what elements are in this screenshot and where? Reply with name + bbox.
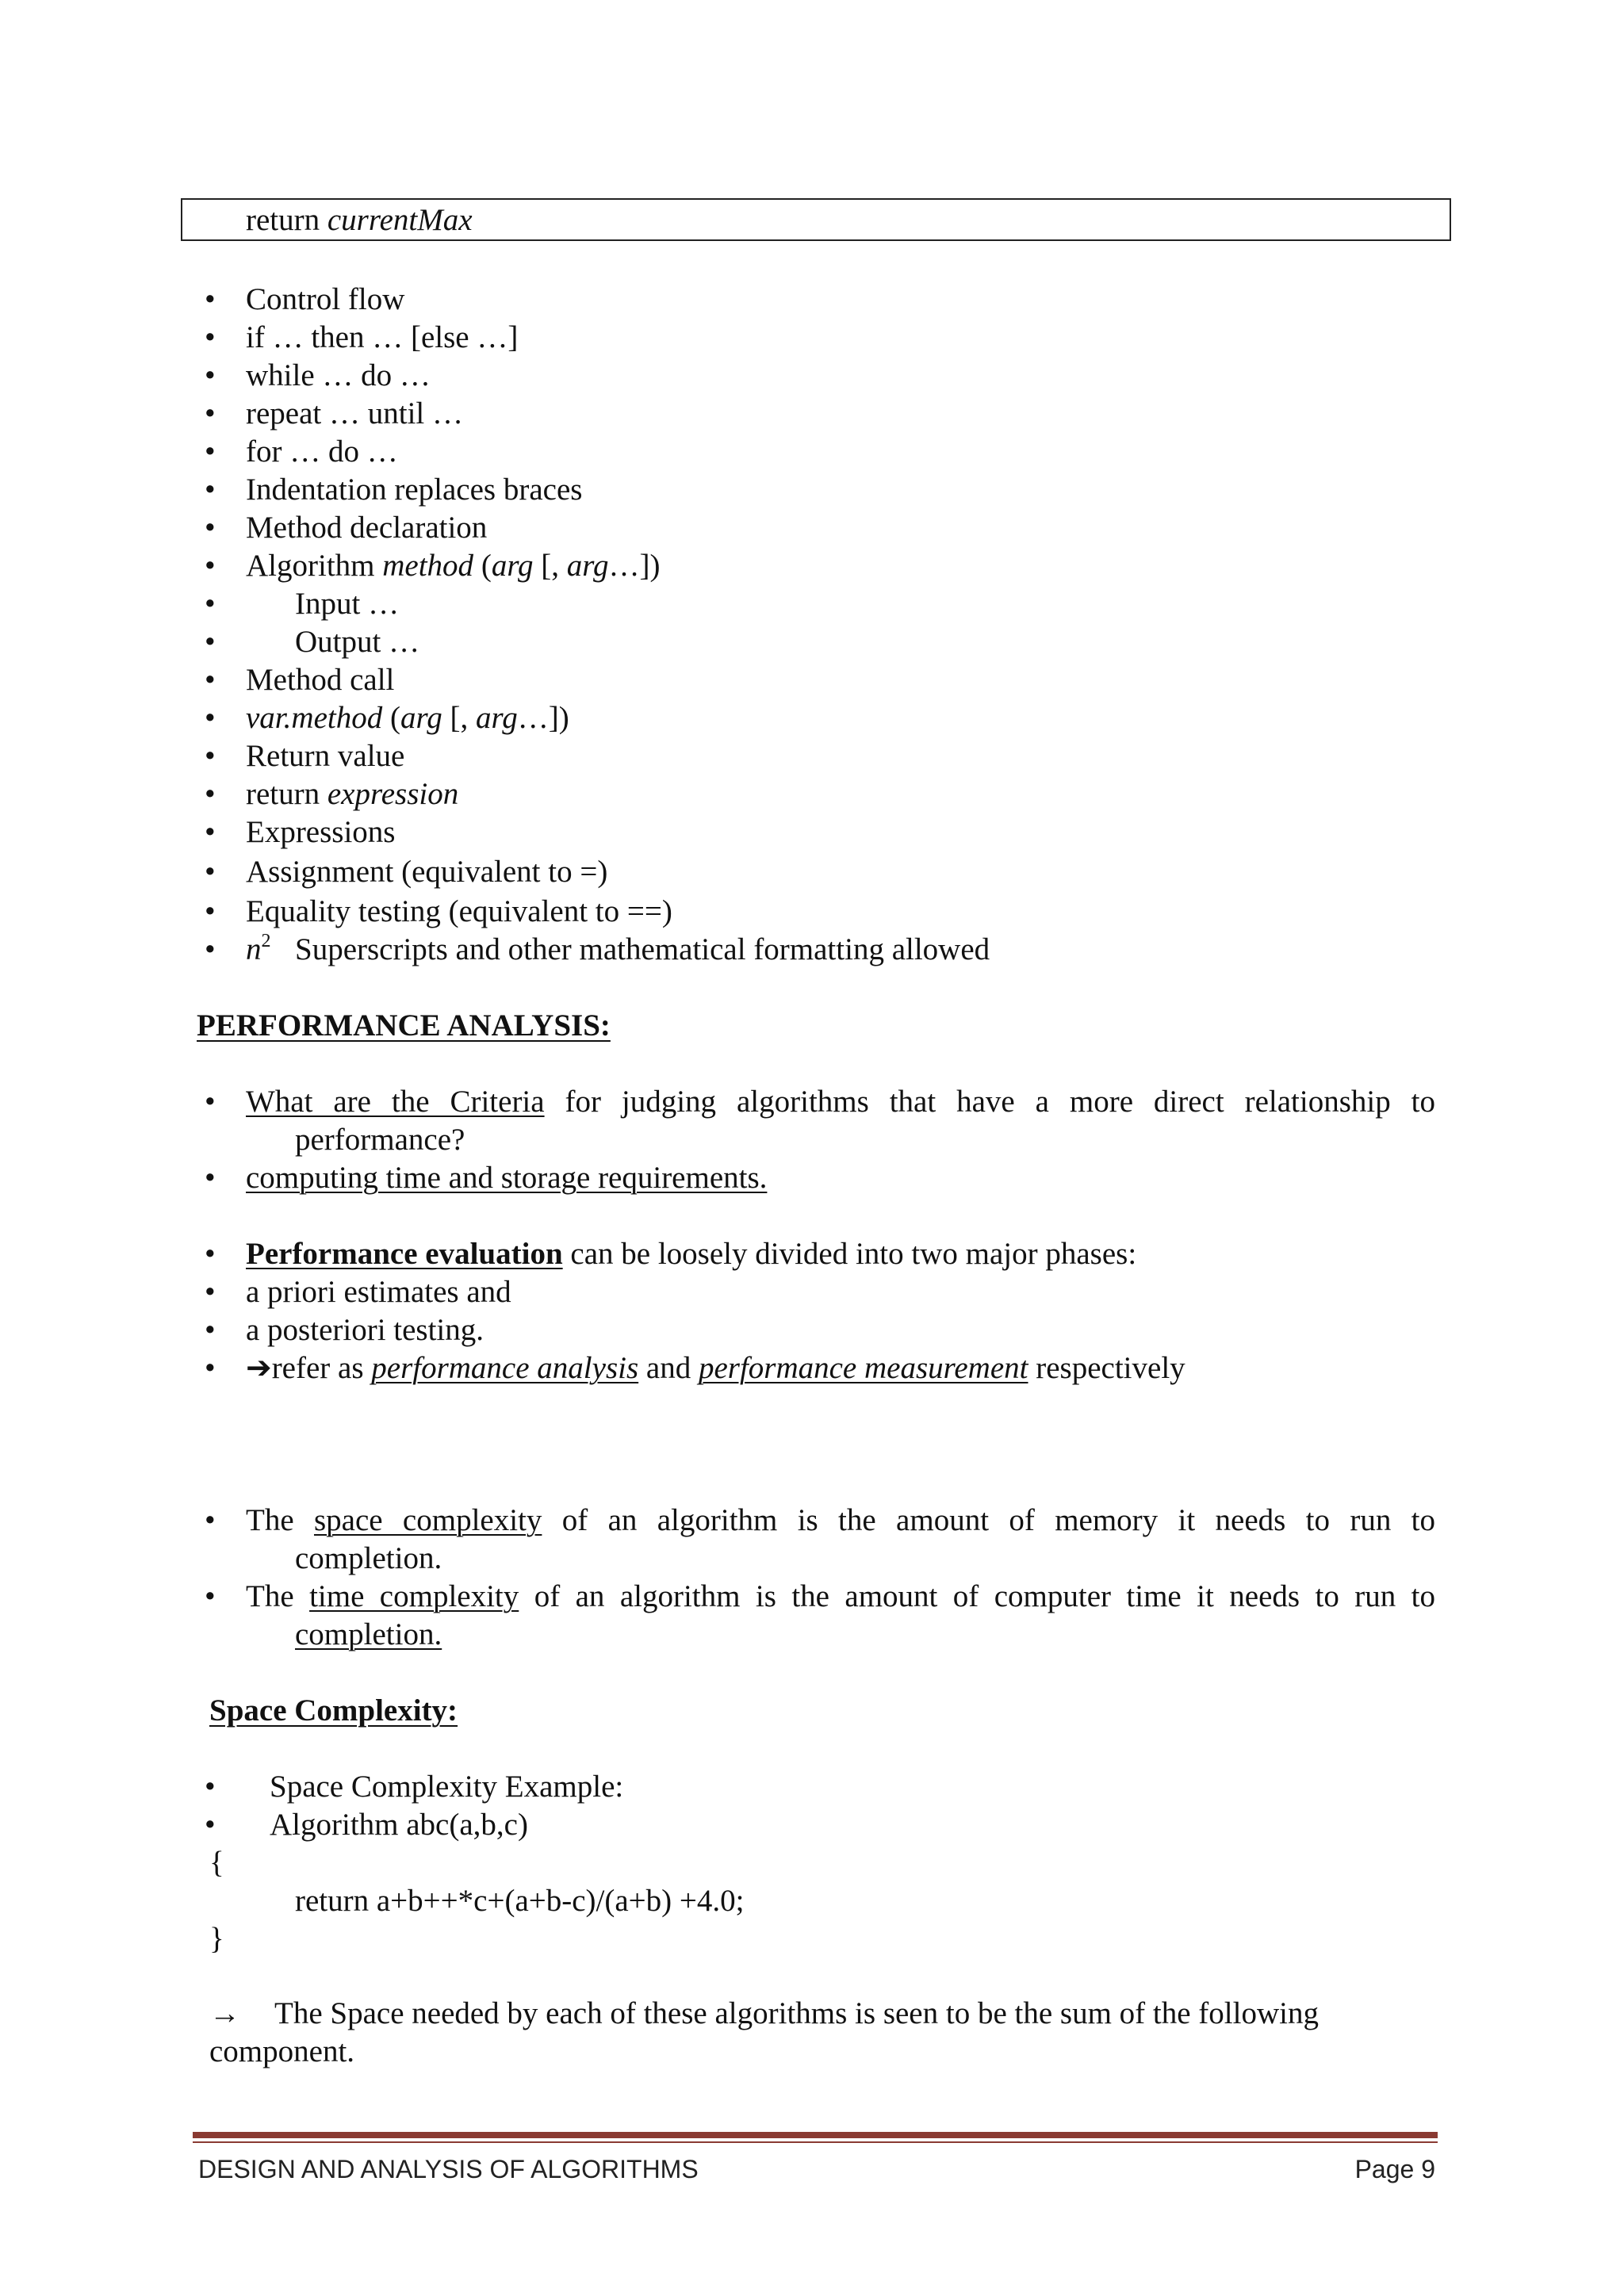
brace-close: }: [209, 1922, 224, 1956]
list-item: Expressions: [246, 815, 396, 849]
refer-text: ➔refer as performance analysis and performance measurement respectively: [246, 1351, 1185, 1385]
section-heading-space-complexity: Space Complexity:: [209, 1693, 458, 1728]
bullet-mark: •: [205, 1275, 216, 1309]
bullet-mark: •: [205, 1808, 216, 1842]
bullet-mark: •: [205, 932, 216, 966]
algorithm-abc: Algorithm abc(a,b,c): [270, 1808, 528, 1842]
arrow-icon: ➔: [246, 1351, 272, 1385]
list-item-return-expression: return expression: [246, 777, 459, 811]
bullet-mark: •: [205, 855, 216, 889]
list-item: Assignment (equivalent to =): [246, 855, 608, 889]
brace-open: {: [209, 1846, 224, 1880]
list-item: for … do …: [246, 434, 398, 469]
list-item-superscript: $n^2$: [246, 931, 271, 966]
bullet-mark: •: [205, 739, 216, 773]
list-item-var-method: var.method (arg [, arg…]): [246, 701, 569, 735]
bullet-mark: •: [205, 320, 216, 354]
list-item: Equality testing (equivalent to ==): [246, 894, 672, 928]
list-item-input: Input …: [295, 587, 400, 621]
list-item: Indentation replaces braces: [246, 473, 583, 507]
bullet-mark: •: [205, 1770, 216, 1804]
bullet-mark: •: [205, 473, 216, 507]
code-box-text: return currentMax: [246, 203, 473, 237]
bullet-mark: •: [205, 1503, 216, 1537]
computing-text: computing time and storage requirements.: [246, 1161, 768, 1195]
space-complexity-definition: The space complexity of an algorithm is the amount of memory it needs to run to: [246, 1503, 1435, 1537]
bullet-mark: •: [205, 815, 216, 849]
bullet-mark: •: [205, 894, 216, 928]
bullet-mark: •: [205, 1313, 216, 1347]
performance-evaluation-text: Performance evaluation can be loosely divided into two major phases:: [246, 1237, 1137, 1271]
bullet-mark: •: [205, 1161, 216, 1195]
bullet-mark: •: [205, 587, 216, 621]
time-definition-continuation: completion.: [295, 1617, 442, 1651]
space-definition-continuation: completion.: [295, 1541, 442, 1575]
bullet-mark: •: [205, 1237, 216, 1271]
bullet-mark: •: [205, 777, 216, 811]
list-item: repeat … until …: [246, 396, 464, 430]
list-item: Method call: [246, 663, 395, 697]
list-item: a priori estimates and: [246, 1275, 511, 1309]
page-number: Page 9: [1354, 2155, 1435, 2183]
bullet-mark: •: [205, 358, 216, 392]
footer-title: DESIGN AND ANALYSIS OF ALGORITHMS: [198, 2155, 699, 2183]
time-complexity-definition: The time complexity of an algorithm is the amount of computer time it needs to run to: [246, 1579, 1435, 1613]
list-item-output: Output …: [295, 625, 420, 659]
list-item: while … do …: [246, 358, 431, 392]
list-item-algorithm-method: Algorithm method (arg [, arg…]): [246, 549, 661, 583]
bullet-mark: •: [205, 701, 216, 735]
bullet-mark: •: [205, 282, 216, 316]
bullet-mark: •: [205, 1579, 216, 1613]
section-heading-performance: PERFORMANCE ANALYSIS:: [197, 1008, 611, 1043]
criteria-continuation: performance?: [295, 1123, 465, 1157]
bullet-mark: •: [205, 396, 216, 430]
criteria-text: What are the Criteria for judging algorithms that have a more direct relationship to: [246, 1085, 1435, 1119]
code-box: [181, 198, 1451, 241]
list-item: a posteriori testing.: [246, 1313, 485, 1347]
arrow-icon: →: [209, 1996, 240, 2030]
bullet-mark: •: [205, 434, 216, 469]
bullet-mark: •: [205, 625, 216, 659]
footer-rule-thick: [193, 2132, 1438, 2138]
list-item: Method declaration: [246, 511, 488, 545]
bullet-mark: •: [205, 511, 216, 545]
bullet-mark: •: [205, 1351, 216, 1385]
bullet-mark: •: [205, 549, 216, 583]
space-needed-text: The Space needed by each of these algorithms is seen to be the sum of the following: [274, 1996, 1319, 2030]
bullet-mark: •: [205, 663, 216, 697]
list-item: Control flow: [246, 282, 405, 316]
bullet-mark: •: [205, 1085, 216, 1119]
space-example-label: Space Complexity Example:: [270, 1770, 624, 1804]
list-item: if … then … [else …]: [246, 320, 519, 354]
list-item: Return value: [246, 739, 405, 773]
footer-rule-thin: [193, 2141, 1438, 2143]
superscript-text: Superscripts and other mathematical formatting allowed: [295, 932, 990, 966]
return-statement: return a+b++*c+(a+b-c)/(a+b) +4.0;: [295, 1884, 745, 1918]
space-needed-continuation: component.: [209, 2034, 355, 2068]
